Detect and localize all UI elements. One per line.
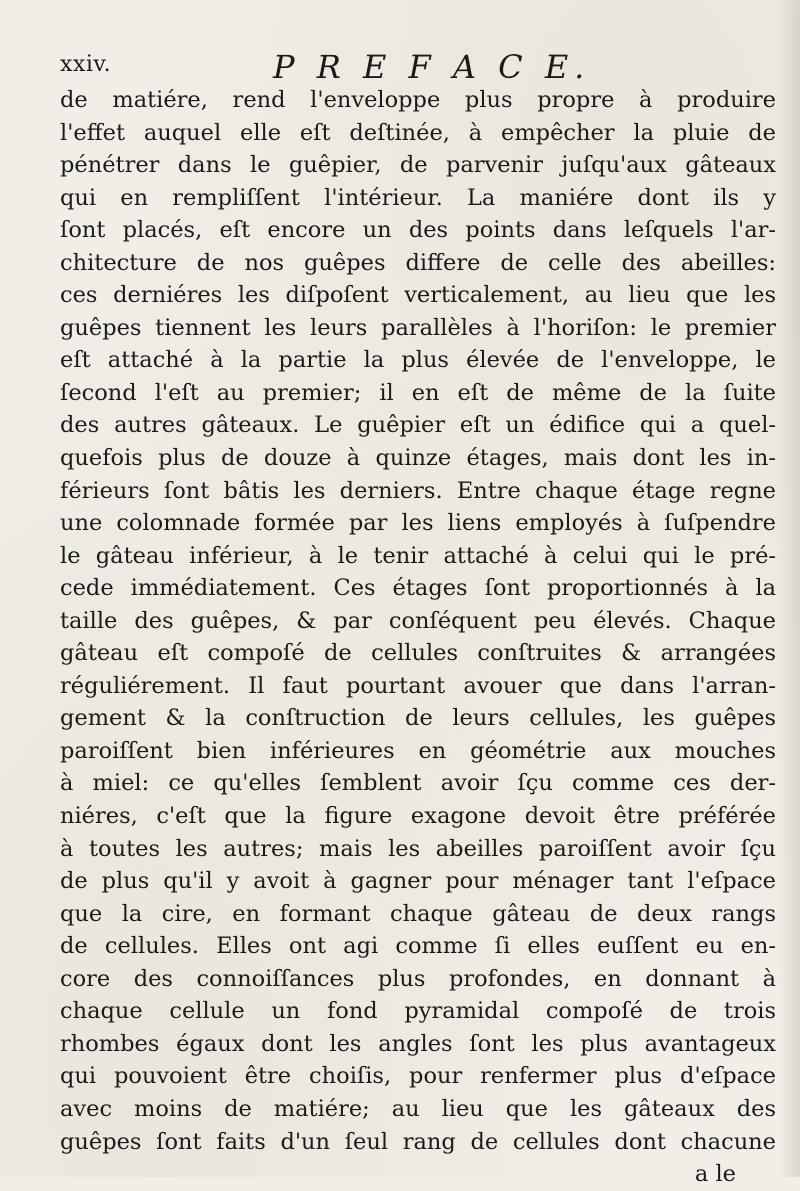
text-line: à toutes les autres; mais les abeilles paroiſſent avoir ſçu <box>60 835 776 862</box>
text-line: que la cire, en formant chaque gâteau de deux rangs <box>60 900 776 927</box>
page-edge-shadow <box>778 0 800 1177</box>
text-line: avec moins de matiére; au lieu que les gâteaux des <box>60 1095 776 1122</box>
text-line: chitecture de nos guêpes differe de celle des abeilles: <box>60 249 776 276</box>
text-line: guêpes tiennent les leurs parallèles à l'horiſon: le premier <box>60 314 776 341</box>
text-line: le gâteau inférieur, à le tenir attaché à celui qui le pré- <box>60 542 776 569</box>
text-body <box>60 84 776 1191</box>
text-line: des autres gâteaux. Le guêpier eſt un édifice qui a quel- <box>60 412 776 439</box>
header-title: P R E F A C E. <box>273 48 591 86</box>
text-line: férieurs ſont bâtis les derniers. Entre chaque étage regne <box>60 477 776 504</box>
text-line: pénétrer dans le guêpier, de parvenir juſqu'aux gâteaux <box>60 152 776 179</box>
text-line: eſt attaché à la partie la plus élevée de l'enveloppe, le <box>60 347 776 374</box>
text-line: guêpes ſont faits d'un ſeul rang de cellules dont chacune <box>60 1128 776 1155</box>
text-line: qui pouvoient être choiſis, pour renfermer plus d'eſpace <box>60 1063 776 1090</box>
text-line: réguliérement. Il faut pourtant avouer que dans l'arran- <box>60 672 776 699</box>
text-line: une colomnade formée par les liens employés à ſuſpendre <box>60 510 776 537</box>
text-line: ſont placés, eſt encore un des points dans leſquels l'ar- <box>60 217 776 244</box>
text-line: de cellules. Elles ont agi comme ſi elles euſſent eu en- <box>60 933 776 960</box>
text-line: chaque cellule un fond pyramidal compoſé de trois <box>60 998 776 1025</box>
text-line: de matiére, rend l'enveloppe plus propre à produire <box>60 87 776 113</box>
text-line: niéres, c'eſt que la figure exagone devoit être préférée <box>60 803 776 830</box>
text-line: qui en rempliſſent l'intérieur. La maniére dont ils y <box>60 184 776 211</box>
text-line: core des connoiſſances plus profondes, en donnant à <box>60 965 776 992</box>
text-line: gement & la conſtruction de leurs cellules, les guêpes <box>60 705 776 732</box>
text-line: paroiſſent bien inférieures en géométrie aux mouches <box>60 737 776 764</box>
text-line: de plus qu'il y avoit à gagner pour ménager tant l'eſpace <box>60 868 776 895</box>
text-line: quefois plus de douze à quinze étages, mais dont les in- <box>60 445 776 472</box>
text-line: à miel: ce qu'elles ſemblent avoir ſçu comme ces der- <box>60 770 776 797</box>
text-line: ſecond l'eſt au premier; il en eſt de même de la ſuite <box>60 379 776 406</box>
text-line: taille des guêpes, & par conſéquent peu élevés. Chaque <box>60 607 776 634</box>
text-line: cede immédiatement. Ces étages ſont proportionnés à la <box>60 575 776 602</box>
text-line: ces derniéres les diſpoſent verticalement, au lieu que les <box>60 282 776 309</box>
text-line: l'effet auquel elle eſt deſtinée, à empêcher la pluie de <box>60 119 776 146</box>
catchword: a le <box>694 1161 736 1188</box>
text-line: rhombes égaux dont les angles ſont les plus avantageux <box>60 1030 776 1057</box>
text-line: gâteau eſt compoſé de cellules conſtruites & arrangées <box>60 640 776 667</box>
page-number: xxiv. <box>60 52 112 77</box>
